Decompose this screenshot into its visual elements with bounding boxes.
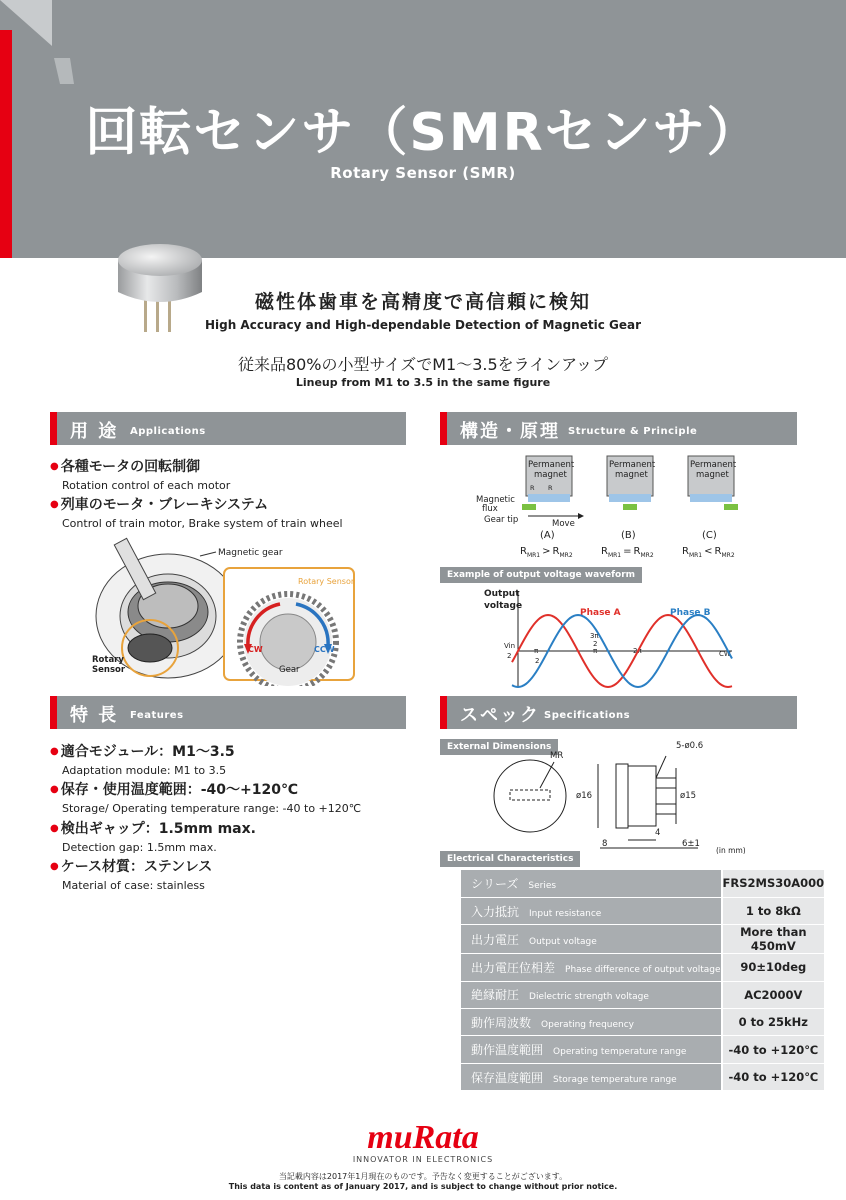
tagline-jp: 磁性体歯車を高精度で高信頼に検知	[254, 291, 591, 313]
svg-text:Phase B: Phase B	[670, 608, 711, 618]
svg-text:R: R	[530, 484, 535, 492]
waveform-tag: Example of output voltage waveform	[440, 567, 642, 583]
tagline-en: High Accuracy and High-dependable Detection of Magnetic Gear	[204, 318, 642, 332]
svg-text:Sensor: Sensor	[92, 665, 126, 675]
svg-text:CCW: CCW	[314, 645, 335, 654]
svg-text:(A): (A)	[540, 530, 555, 541]
svg-text:Gear tip: Gear tip	[484, 515, 519, 525]
spec-row	[461, 1009, 824, 1036]
structure-title-jp: 構造・原理	[460, 421, 560, 442]
spec-key: シリーズ Series	[461, 870, 722, 897]
svg-text:MR: MR	[550, 751, 564, 761]
svg-text:magnet: magnet	[534, 470, 567, 480]
feature-item: ● 検出ギャップ：1.5mm max. Detection gap: 1.5mm max.	[50, 818, 256, 854]
spec-value: AC2000V	[722, 981, 825, 1008]
svg-text:Permanent: Permanent	[609, 460, 656, 470]
svg-text:RMR1=RMR2: $R_{MR1} = R_{MR2}$	[601, 546, 654, 559]
svg-text:R: R	[548, 484, 553, 492]
applications-header	[50, 412, 406, 445]
feature-item: ● 保存・使用温度範囲：-40〜+120℃ Storage/ Operating temperature range: -40 to +120℃	[50, 779, 361, 815]
svg-text:π: π	[593, 647, 598, 655]
svg-text:Output: Output	[484, 589, 520, 599]
spec-row	[461, 1063, 824, 1090]
spec-key: 保存温度範囲 Storage temperature range	[461, 1063, 722, 1090]
murata-logo-mark	[353, 1118, 493, 1154]
spec-row	[461, 954, 824, 981]
magnet-A	[522, 456, 575, 510]
spec-row	[461, 1036, 824, 1063]
specifications-title-en: Specifications	[544, 710, 631, 721]
footer-note-en: This data is content as of January 2017, and is subject to change without prior notice.	[228, 1182, 618, 1191]
svg-text:Permanent: Permanent	[690, 460, 737, 470]
spec-key: 動作周波数 Operating frequency	[461, 1009, 722, 1036]
svg-text:magnet: magnet	[615, 470, 648, 480]
specifications-title-jp: スペック	[460, 705, 540, 726]
svg-text:6±1: 6±1	[682, 839, 700, 849]
svg-text:Vin: Vin	[504, 642, 516, 650]
svg-text:2: 2	[593, 640, 598, 648]
external-dimensions-tag: External Dimensions	[440, 739, 558, 755]
electrical-characteristics-tag: Electrical Characteristics	[440, 851, 580, 867]
spec-row	[461, 870, 824, 897]
svg-text:Magnetic: Magnetic	[476, 495, 515, 505]
footer-note-jp: 当記載内容は2017年1月現在のものです。予告なく変更することがございます。	[278, 1172, 568, 1181]
spec-key: 出力電圧 Output voltage	[461, 925, 722, 954]
spec-key: 出力電圧位相差 Phase difference of output voltage	[461, 954, 722, 981]
page-title: 回転センサ（SMRセンサ）	[85, 103, 761, 163]
application-item: ● 各種モータの回転制御 Rotation control of each motor	[50, 456, 230, 492]
spec-row	[461, 925, 824, 954]
svg-text:RMR1<RMR2: $R_{MR1} < R_{MR2}$	[682, 546, 735, 559]
spec-value: 0 to 25kHz	[722, 1009, 825, 1036]
svg-text:2: 2	[507, 652, 512, 660]
svg-text:2π: 2π	[633, 647, 642, 655]
feature-item: ● 適合モジュール：M1〜3.5 Adaptation module: M1 to 3.5	[50, 741, 235, 777]
page-subtitle: Rotary Sensor (SMR)	[330, 164, 516, 182]
spec-row	[461, 897, 824, 924]
header-banner	[0, 0, 846, 258]
svg-text:Rotary Sensor: Rotary Sensor	[298, 577, 355, 586]
svg-text:Permanent: Permanent	[528, 460, 575, 470]
svg-text:CW: CW	[719, 650, 731, 658]
spec-key: 入力抵抗 Input resistance	[461, 897, 722, 924]
svg-text:ø16: ø16	[576, 791, 593, 801]
svg-text:muRata: muRata	[367, 1119, 479, 1154]
spec-value: FRS2MS30A000	[722, 870, 825, 897]
spec-value: -40 to +120℃	[722, 1036, 825, 1063]
applications-title-jp: 用 途	[70, 421, 119, 442]
svg-text:voltage: voltage	[484, 601, 523, 611]
svg-text:8: 8	[602, 839, 608, 849]
svg-text:Rotary: Rotary	[92, 655, 124, 665]
electrical-characteristics-table	[461, 870, 824, 1091]
svg-text:CW: CW	[248, 645, 263, 654]
svg-text:Magnetic gear: Magnetic gear	[218, 548, 283, 558]
murata-logo	[0, 1118, 846, 1158]
spec-value: 90±10deg	[722, 954, 825, 981]
external-dimensions-drawing	[480, 738, 760, 854]
svg-text:Phase A: Phase A	[580, 608, 621, 618]
structure-header	[440, 412, 797, 445]
features-header	[50, 696, 406, 729]
spec-value: More than 450mV	[722, 925, 825, 954]
svg-text:ø15: ø15	[680, 791, 697, 801]
svg-text:(C): (C)	[702, 530, 717, 541]
corner-decoration	[0, 0, 80, 90]
svg-text:3π: 3π	[590, 632, 599, 640]
sensor-product-photo	[108, 232, 218, 332]
logo-subtitle: INNOVATOR IN ELECTRONICS	[352, 1155, 494, 1164]
structure-title-en: Structure & Principle	[568, 426, 698, 437]
svg-text:π: π	[534, 647, 539, 655]
lineup-jp: 従来品80%の小型サイズでM1〜3.5をラインアップ	[237, 355, 609, 374]
applications-title-en: Applications	[130, 426, 206, 437]
svg-text:(in mm): (in mm)	[716, 846, 746, 854]
svg-text:Move: Move	[552, 519, 575, 529]
structure-diagram	[470, 452, 790, 564]
svg-text:(B): (B)	[621, 530, 636, 541]
svg-text:flux: flux	[482, 504, 498, 514]
svg-text:magnet: magnet	[696, 470, 729, 480]
svg-text:RMR1>RMR2: $R_{MR1} > R_{MR2}$	[520, 546, 573, 559]
feature-item: ● ケース材質：ステンレス Material of case: stainless	[50, 856, 212, 892]
specifications-header	[440, 696, 797, 729]
motor-gear-illustration	[88, 536, 358, 686]
lineup-en: Lineup from M1 to 3.5 in the same figure	[295, 376, 551, 389]
application-item: ● 列車のモータ・ブレーキシステム Control of train motor, Brake system of train wheel	[50, 494, 343, 530]
spec-key: 絶縁耐圧 Dielectric strength voltage	[461, 981, 722, 1008]
magnet-C	[688, 456, 738, 510]
features-title-jp: 特 長	[70, 705, 119, 726]
magnet-B	[607, 456, 656, 510]
svg-text:4: 4	[655, 828, 661, 838]
svg-text:5-ø0.6: 5-ø0.6	[676, 741, 704, 751]
svg-text:Gear: Gear	[279, 665, 300, 675]
output-waveform-chart	[470, 585, 750, 690]
spec-key: 動作温度範囲 Operating temperature range	[461, 1036, 722, 1063]
spec-row	[461, 981, 824, 1008]
features-title-en: Features	[130, 710, 184, 721]
svg-text:2: 2	[535, 657, 540, 665]
spec-value: -40 to +120℃	[722, 1063, 825, 1090]
spec-value: 1 to 8kΩ	[722, 897, 825, 924]
